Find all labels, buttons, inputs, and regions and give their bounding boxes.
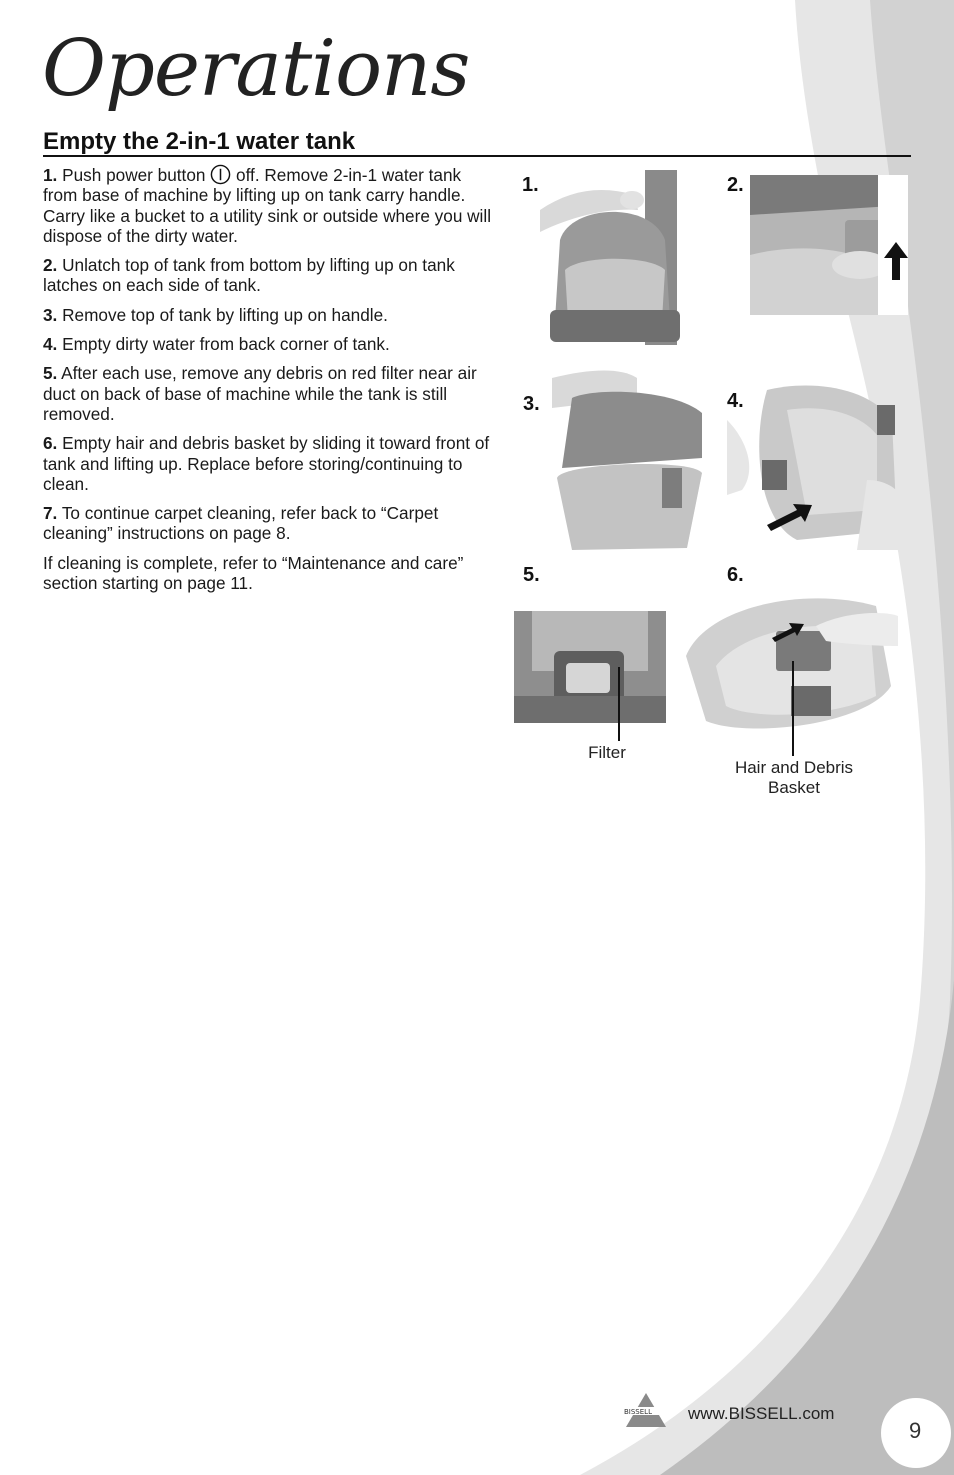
up-arrow-icon <box>884 242 908 280</box>
step-2 <box>43 255 499 296</box>
brand-wordmark: BISSELL <box>624 1408 652 1416</box>
basket-leader-line <box>792 661 794 756</box>
step-5 <box>43 363 499 424</box>
step-number: 7. <box>43 503 58 524</box>
step-1 <box>43 164 499 246</box>
step-text: Remove top of tank by lifting up on handle. <box>62 304 388 325</box>
instructions <box>43 164 499 602</box>
step-6 <box>43 433 499 494</box>
step-text: After each use, remove any debris on red filter near air duct on back of base of machine while the tank is still removed. <box>43 363 477 424</box>
step-text: off. Remove 2-in-1 water tank from base of machine by lifting up on tank carry handle. Carry like a bucket to a utility sink or outside where you will dispose of the dirty water. <box>43 165 492 246</box>
figure-label-3: 3. <box>523 393 540 415</box>
step-text: To continue carpet cleaning, refer back to “Carpet cleaning” instructions on page 8. <box>43 503 439 544</box>
bissell-logo <box>622 1393 672 1427</box>
figure-4-photo <box>727 380 910 550</box>
step-number: 2. <box>43 255 58 276</box>
filter-leader-line <box>618 667 620 741</box>
step-text: Push power button <box>62 165 206 185</box>
figure-label-4: 4. <box>727 390 744 412</box>
figure-5-photo <box>514 611 666 723</box>
power-button-icon <box>210 164 231 185</box>
step-number: 4. <box>43 334 58 355</box>
heading-rule <box>43 155 911 157</box>
step-text: Empty dirty water from back corner of tank. <box>62 334 390 355</box>
page-number: 9 <box>881 1398 951 1468</box>
basket-caption: Hair and Debris Basket <box>734 758 854 797</box>
figure-3-photo <box>552 368 707 553</box>
step-number: 5. <box>43 363 58 384</box>
closing-note: If cleaning is complete, refer to “Maintenance and care” section starting on page 11. <box>43 552 464 594</box>
step-text: Unlatch top of tank from bottom by lifting up on tank latches on each side of tank. <box>43 255 455 296</box>
step-3 <box>43 305 499 325</box>
website-link[interactable]: www.BISSELL.com <box>688 1404 835 1423</box>
page-title: Operations <box>42 24 470 114</box>
figure-label-1: 1. <box>522 174 539 196</box>
step-4 <box>43 334 499 354</box>
figure-label-6: 6. <box>727 564 744 586</box>
step-number: 1. <box>43 165 58 185</box>
figure-label-5: 5. <box>523 564 540 586</box>
step-7 <box>43 503 499 544</box>
step-text: Empty hair and debris basket by sliding it toward front of tank and lifting up. Replace before storing/continuing to clean. <box>43 433 490 494</box>
figure-label-2: 2. <box>727 174 744 196</box>
step-number: 3. <box>43 304 58 325</box>
filter-caption: Filter <box>588 743 626 762</box>
figure-1-photo <box>540 170 690 350</box>
step-number: 6. <box>43 433 58 454</box>
section-heading: Empty the 2-in-1 water tank <box>43 128 356 155</box>
